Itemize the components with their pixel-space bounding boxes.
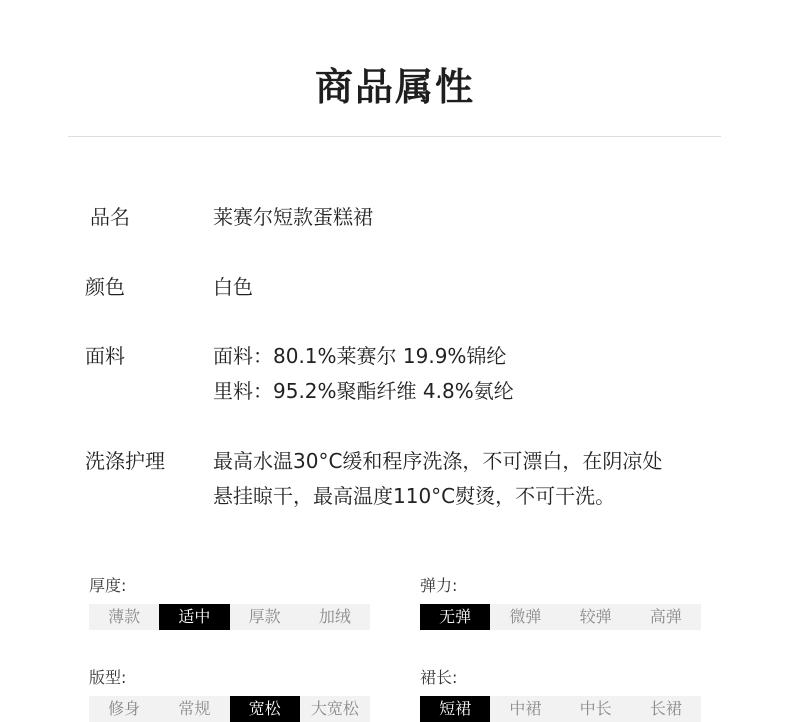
scale-option: 厚款: [248, 607, 281, 626]
scale-skirt-length: [420, 668, 701, 722]
scale-option: 修身: [108, 699, 141, 718]
scale-option: 较弹: [579, 607, 612, 626]
scale-option: 加绒: [318, 607, 351, 626]
scale-elasticity: [420, 576, 701, 630]
scale-option: 常规: [178, 699, 211, 718]
attr-value-line: 最高水温30°C缓和程序洗涤，不可漂白，在阴凉处: [213, 449, 663, 473]
scale-label-fit: 版型:: [89, 668, 127, 687]
scale-label-thickness: 厚度:: [89, 576, 127, 595]
attr-value-care: [213, 444, 713, 514]
scale-option-selected: 无弹: [420, 604, 490, 630]
attr-label-name: 品名: [90, 205, 130, 229]
scale-option: 薄款: [108, 607, 141, 626]
scale-label-elasticity: 弹力:: [420, 576, 458, 595]
page-title: 商品属性: [314, 65, 475, 109]
scale-thickness: [89, 576, 370, 630]
scale-option-selected: 宽松: [230, 696, 300, 722]
scale-option: 长裙: [649, 699, 682, 718]
attr-label-care: 洗涤护理: [85, 449, 165, 473]
attr-value-line: 悬挂晾干，最高温度110°C熨烫，不可干洗。: [213, 484, 616, 508]
attr-value-line: 面料：80.1%莱赛尔 19.9%锦纶: [213, 344, 507, 368]
scale-option-selected: 适中: [159, 604, 229, 630]
scale-options: [89, 696, 370, 722]
attr-value-name: [213, 200, 713, 235]
scale-option: 高弹: [649, 607, 682, 626]
attr-value-line: 莱赛尔短款蛋糕裙: [213, 205, 373, 229]
scale-options: [420, 696, 701, 722]
scale-options: [89, 604, 370, 630]
attr-label-color: 颜色: [85, 275, 125, 299]
scale-option: 大宽松: [310, 699, 359, 718]
scale-option-selected: 短裙: [420, 696, 490, 722]
attr-value-line: 白色: [213, 275, 253, 299]
attr-value-fabric: [213, 339, 713, 409]
scale-option: 中长: [579, 699, 612, 718]
attr-value-line: 里料：95.2%聚酯纤维 4.8%氨纶: [213, 379, 514, 403]
attr-value-color: [213, 270, 713, 305]
scale-label-skirt-length: 裙长:: [420, 668, 458, 687]
attr-label-fabric: 面料: [85, 344, 125, 368]
title-divider: [68, 136, 721, 137]
scale-fit: [89, 668, 370, 722]
scale-option: 微弹: [509, 607, 542, 626]
scale-option: 中裙: [509, 699, 542, 718]
scale-options: [420, 604, 701, 630]
